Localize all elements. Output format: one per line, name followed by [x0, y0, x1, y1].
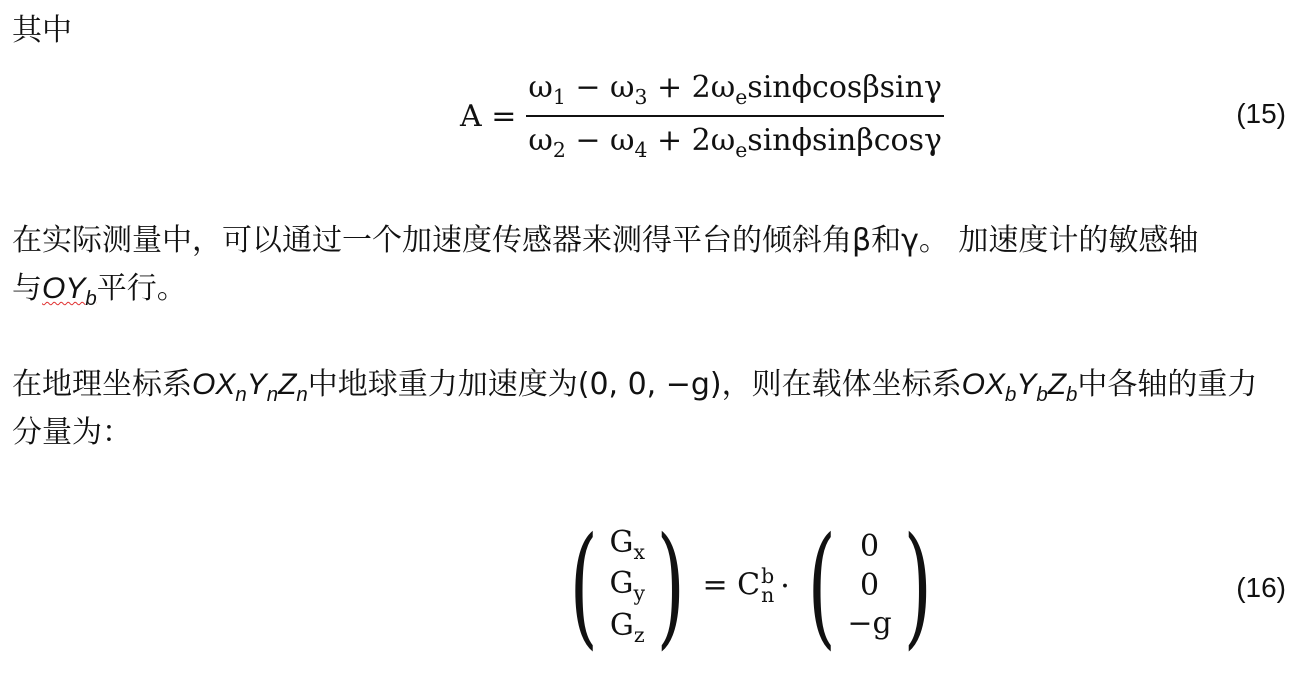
paragraph-2-line-1: 在地理坐标系$OX_nY_nZ_n$中地球重力加速度为(0, 0, −g)，则在载体坐标系$OX_bY_bZ_b$中各轴的重力 [12, 367, 1258, 407]
eq15-fraction [526, 70, 944, 162]
right-paren: ) [656, 509, 685, 663]
left-paren-2: ( [807, 509, 836, 663]
equation-number-15: (15) [1236, 98, 1286, 129]
gravity-vector: 0 0 −g [847, 529, 892, 642]
body-frame-symbol: $OX_bY_bZ_b$ [961, 368, 1078, 407]
eq15-numerator: $\omega_1 - \omega_3 + 2\omega_e\sin\phi\cos\beta\sin\gamma$ [526, 70, 944, 117]
right-paren-2: ) [903, 509, 932, 663]
equation-number-16: (16) [1236, 572, 1286, 603]
paragraph-1-line-2: 与$OY_b$平行。 [12, 271, 187, 311]
intro-text: 其中 [12, 13, 72, 48]
g-vector: $G_x$ $G_y$ $G_z$ [609, 525, 645, 647]
equals-c: = C b n [702, 563, 775, 607]
paragraph-2-line-2: 分量为： [12, 415, 132, 450]
left-paren: ( [569, 509, 598, 663]
dot-operator: · [780, 568, 790, 604]
eq15-lhs: A = [460, 98, 517, 134]
oy-symbol: $OY_b$ [42, 272, 97, 311]
nav-frame-symbol: $OX_nY_nZ_n$ [192, 368, 308, 407]
paragraph-1-line-1: 在实际测量中，可以通过一个加速度传感器来测得平台的倾斜角β和γ。 加速度计的敏感轴 [12, 223, 1199, 258]
equation-16 [558, 509, 943, 663]
eq15-denominator: $\omega_2 - \omega_4 + 2\omega_e\sin\phi\sin\beta\cos\gamma$ [528, 123, 942, 163]
equation-15 [460, 70, 944, 162]
